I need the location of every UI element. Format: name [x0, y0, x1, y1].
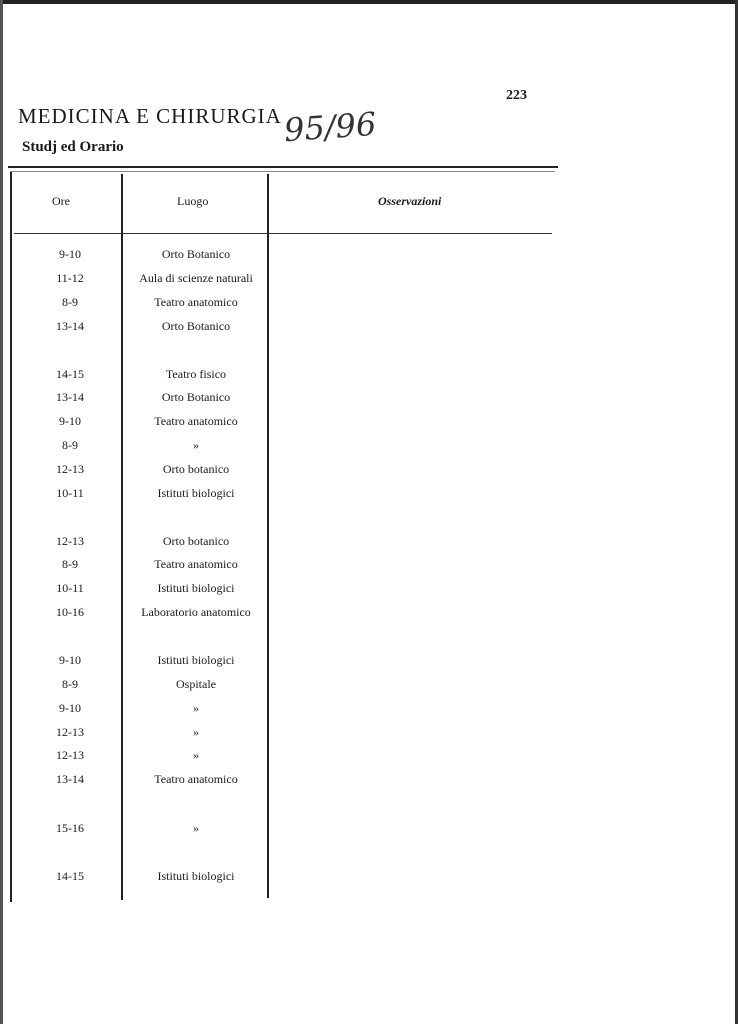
cell-ore: 10-11 — [56, 486, 84, 500]
cell-ore: 9-10 — [59, 414, 81, 428]
cell-ore: 15-16 — [56, 821, 84, 835]
cell-ore: 8-9 — [62, 295, 78, 309]
table-row — [0, 438, 738, 456]
cell-ore: 14-15 — [56, 869, 84, 883]
table-row — [0, 486, 738, 504]
cell-ore: 13-14 — [56, 390, 84, 404]
cell-luogo: Orto Botanico — [161, 390, 231, 404]
handwritten-note: 95/96 — [282, 104, 378, 150]
cell-ore: 9-10 — [59, 247, 81, 261]
table-row — [0, 319, 738, 337]
column-header-luogo: Luogo — [177, 194, 209, 208]
page-edge-top — [0, 0, 738, 4]
cell-luogo: Orto Botanico — [161, 247, 231, 261]
table-row — [0, 653, 738, 671]
table-row — [0, 247, 738, 265]
table-row — [0, 271, 738, 289]
table-row — [0, 869, 738, 887]
cell-luogo: Istituti biologici — [157, 486, 235, 500]
cell-ore: 10-16 — [56, 605, 84, 619]
table-row — [0, 534, 738, 552]
cell-ore: 13-14 — [56, 772, 84, 786]
cell-luogo: » — [193, 748, 199, 762]
cell-ore: 11-12 — [56, 271, 84, 285]
table-row — [0, 725, 738, 743]
table-row — [0, 462, 738, 480]
cell-ore: 12-13 — [56, 462, 84, 476]
cell-luogo: Teatro anatomico — [154, 295, 238, 309]
header-rule — [8, 166, 558, 168]
cell-ore: 9-10 — [59, 653, 81, 667]
cell-luogo: Ospitale — [176, 677, 216, 691]
cell-luogo: » — [193, 438, 199, 452]
table-row — [0, 677, 738, 695]
cell-ore: 9-10 — [59, 701, 81, 715]
table-row — [0, 821, 738, 839]
table-row — [0, 367, 738, 385]
cell-luogo: Orto botanico — [162, 462, 230, 476]
cell-luogo: Teatro anatomico — [154, 414, 238, 428]
table-row — [0, 581, 738, 599]
column-header-ore: Ore — [52, 194, 70, 208]
cell-luogo: Teatro anatomico — [154, 772, 238, 786]
cell-ore: 12-13 — [56, 748, 84, 762]
cell-ore: 10-11 — [56, 581, 84, 595]
cell-luogo: » — [193, 701, 199, 715]
cell-luogo: » — [193, 725, 199, 739]
cell-ore: 13-14 — [56, 319, 84, 333]
column-header-rule — [14, 233, 552, 234]
cell-luogo: Aula di scienze naturali — [139, 271, 253, 285]
cell-luogo: Istituti biologici — [157, 653, 235, 667]
cell-ore: 8-9 — [62, 438, 78, 452]
column-header-osservazioni: Osservazioni — [378, 194, 442, 208]
cell-ore: 8-9 — [62, 677, 78, 691]
cell-ore: 8-9 — [62, 557, 78, 571]
table-row — [0, 390, 738, 408]
cell-luogo: Istituti biologici — [157, 869, 235, 883]
cell-ore: 14-15 — [56, 367, 84, 381]
table-row — [0, 605, 738, 623]
cell-ore: 12-13 — [56, 534, 84, 548]
cell-luogo: Orto Botanico — [161, 319, 231, 333]
table-row — [0, 748, 738, 766]
cell-luogo: Istituti biologici — [157, 581, 235, 595]
cell-luogo: Orto botanico — [162, 534, 230, 548]
page-subtitle: Studj ed Orario — [22, 139, 124, 155]
page-title: MEDICINA E CHIRURGIA — [18, 104, 282, 128]
cell-ore: 12-13 — [56, 725, 84, 739]
cell-luogo: » — [193, 821, 199, 835]
cell-luogo: Teatro anatomico — [154, 557, 238, 571]
page-number: 223 — [506, 88, 527, 103]
table-row — [0, 701, 738, 719]
header-rule-thin — [10, 171, 555, 172]
table-row — [0, 772, 738, 790]
cell-luogo: Teatro fisico — [165, 367, 227, 381]
table-row — [0, 557, 738, 575]
table-row — [0, 414, 738, 432]
cell-luogo: Laboratorio anatomico — [141, 605, 251, 619]
table-row — [0, 295, 738, 313]
